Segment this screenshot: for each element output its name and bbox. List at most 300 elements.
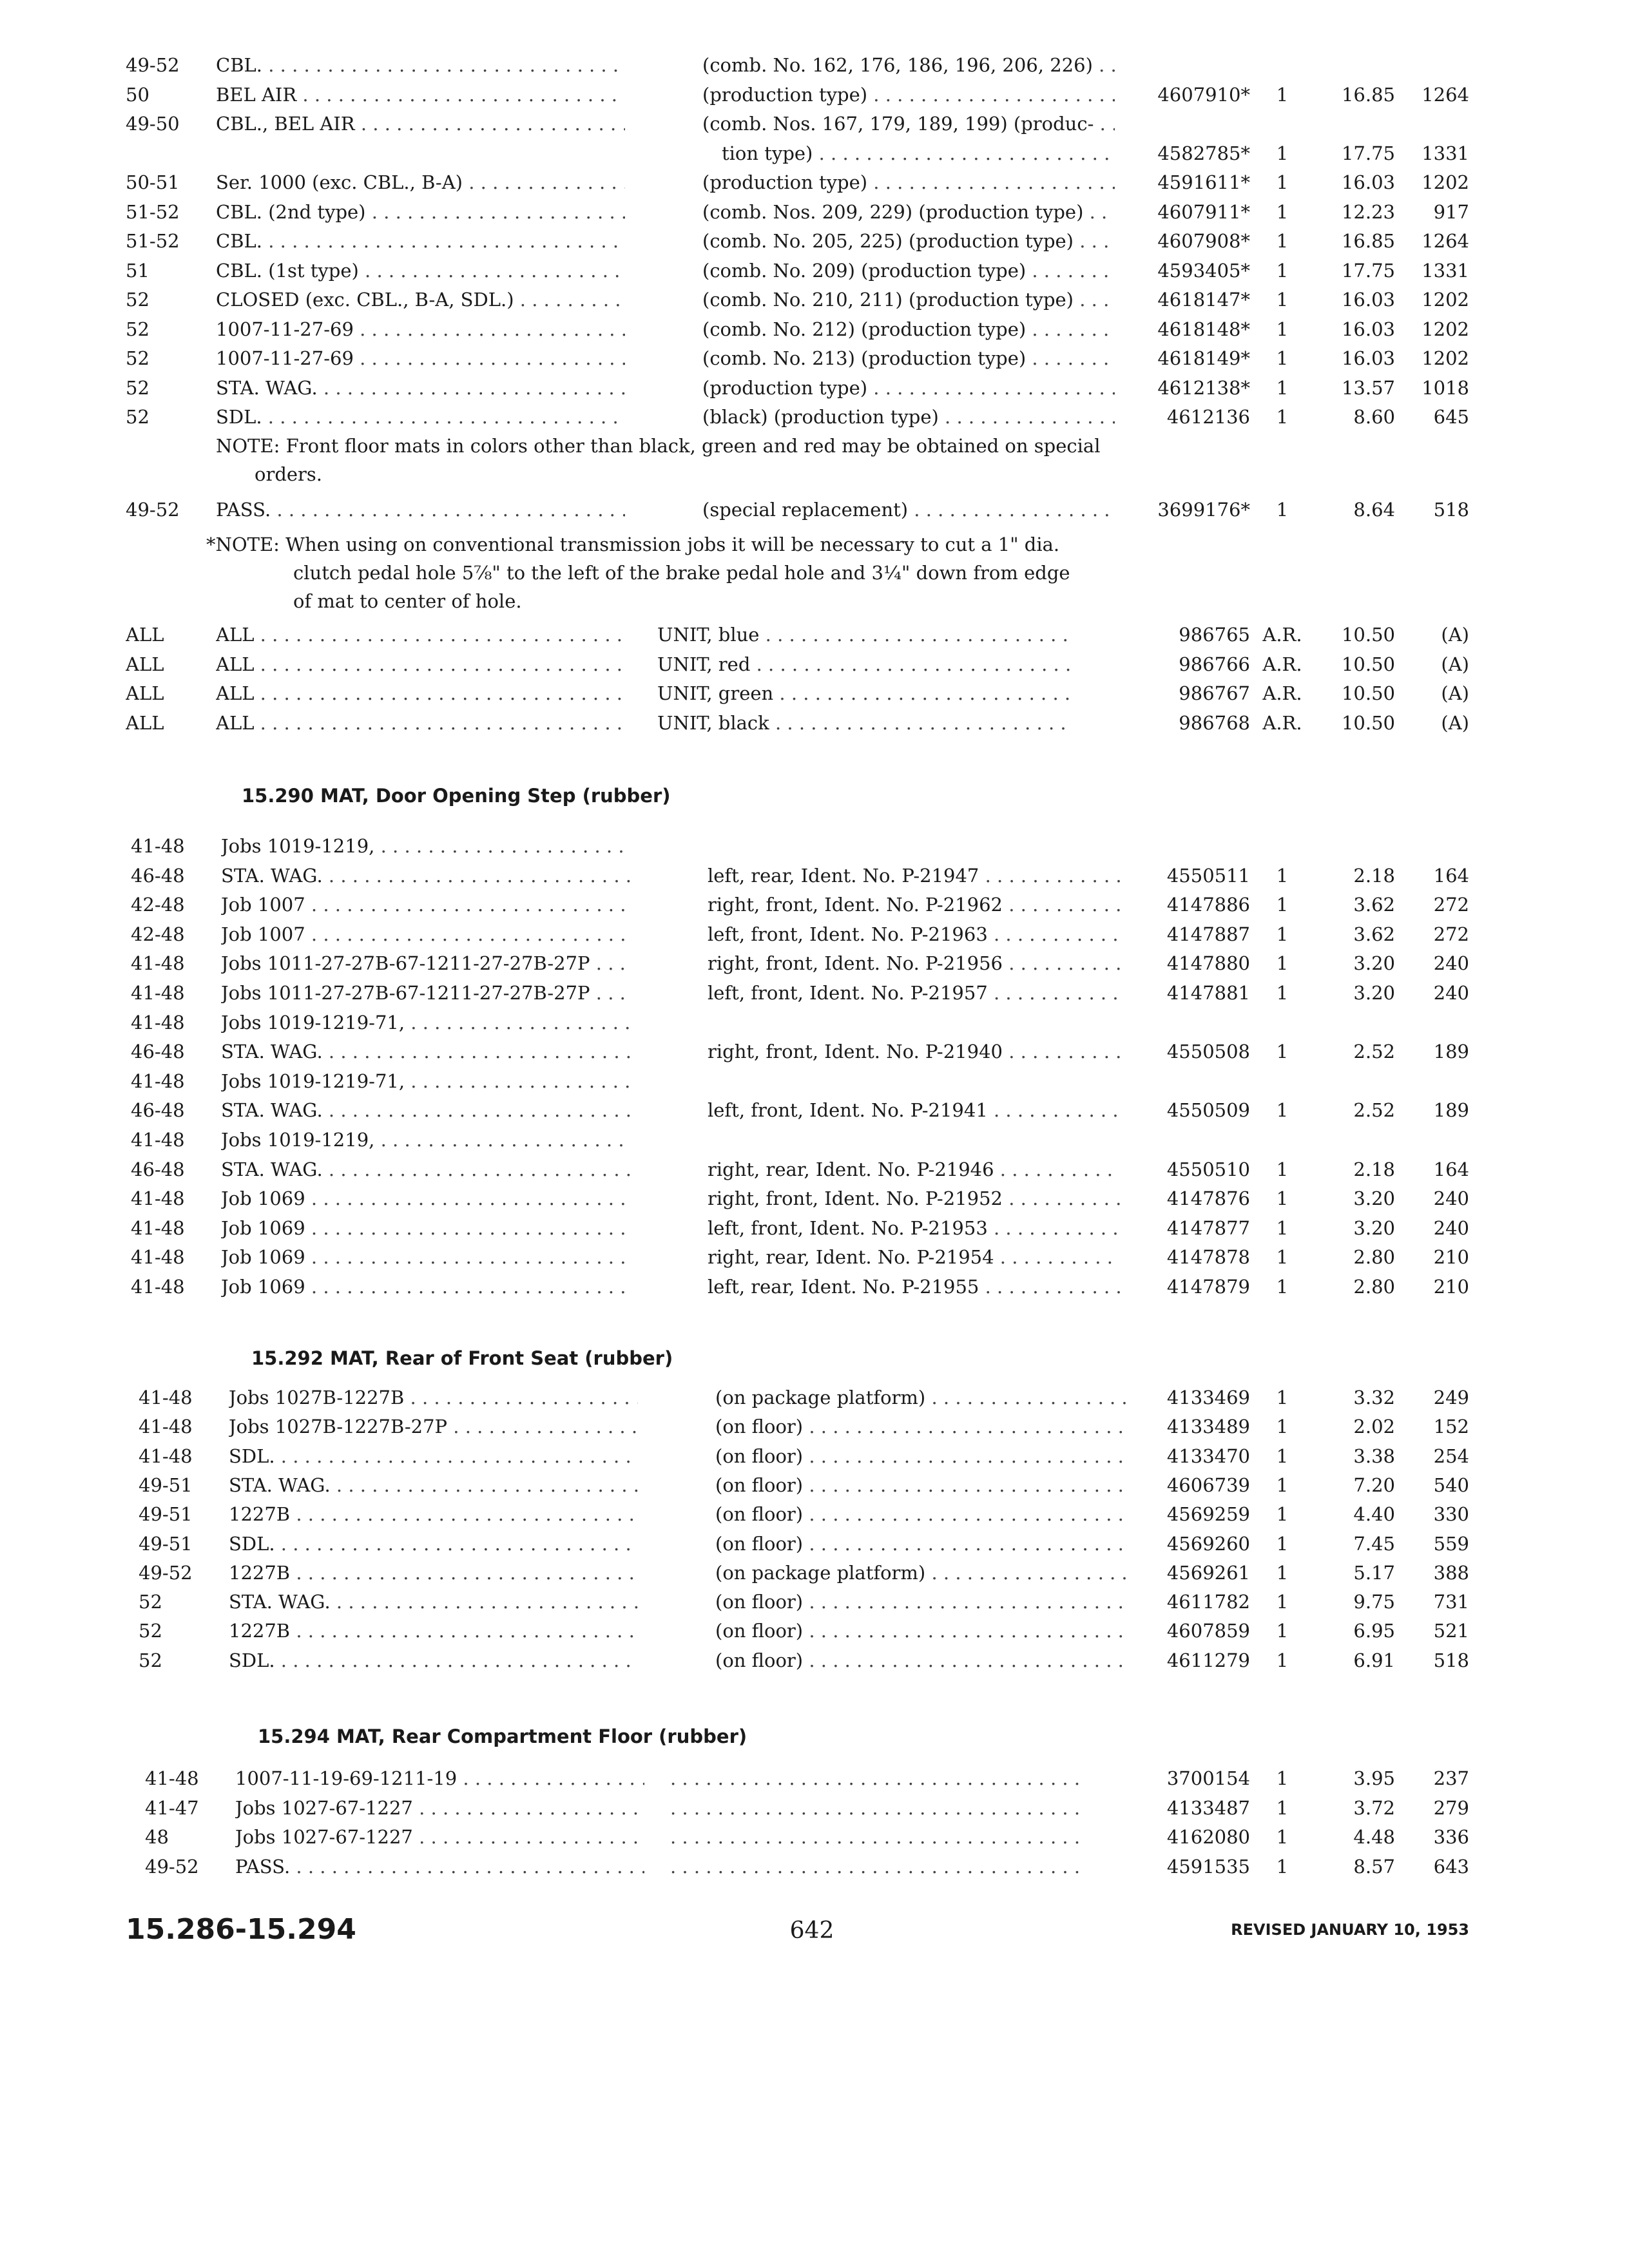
cell-part-number: 4607908* — [1157, 230, 1250, 252]
cell-group-number: 1331 — [1422, 259, 1469, 282]
cell-group-number: 164 — [1433, 1158, 1469, 1180]
cell-group-number: 279 — [1433, 1796, 1469, 1819]
cell-quantity: 1 — [1276, 1246, 1289, 1269]
cell-model: STA. WAG. . . . — [229, 1470, 638, 1500]
cell-quantity: 1 — [1276, 1826, 1289, 1848]
cell-group-number: 210 — [1433, 1276, 1469, 1298]
cell-model: PASS. . . . — [216, 495, 625, 524]
cell-part-number: 4618149* — [1157, 347, 1250, 369]
cell-price: 3.62 — [1353, 923, 1395, 945]
cell-price: 3.95 — [1353, 1767, 1395, 1789]
cell-model: 1007-11-27-69 . . . — [216, 343, 625, 373]
catalog-row — [0, 402, 1629, 432]
cell-quantity: 1 — [1276, 1503, 1289, 1526]
cell-part-number: 4550508 — [1166, 1041, 1250, 1063]
cell-year: 41-48 — [131, 1216, 185, 1239]
cell-price: 3.20 — [1353, 1187, 1395, 1210]
cell-model: 1007-11-27-69 . . . — [216, 314, 625, 344]
cell-part-number: 4593405* — [1157, 259, 1250, 282]
catalog-row — [0, 50, 1629, 80]
cell-part-number: 4569259 — [1166, 1503, 1250, 1526]
cell-group-number: 731 — [1433, 1591, 1469, 1613]
cell-part-number: 4611782 — [1166, 1591, 1250, 1613]
cell-group-number: 1264 — [1422, 83, 1469, 106]
cell-part-number: 4612136 — [1166, 406, 1250, 428]
cell-year: 50 — [126, 83, 149, 106]
cell-price: 4.48 — [1353, 1826, 1395, 1848]
cell-group-number: 189 — [1433, 1041, 1469, 1063]
cell-group-number: 540 — [1433, 1474, 1469, 1496]
cell-year: 46-48 — [131, 864, 185, 887]
catalog-row — [0, 978, 1629, 1008]
cell-part-number: 4591535 — [1166, 1855, 1250, 1878]
cell-quantity: 1 — [1276, 1445, 1289, 1467]
catalog-row — [0, 678, 1629, 708]
cell-model: CBL. . . . — [216, 50, 625, 80]
cell-quantity: 1 — [1276, 1561, 1289, 1584]
catalog-row — [0, 1763, 1629, 1793]
cell-part-number: 4569261 — [1166, 1561, 1250, 1584]
cell-group-number: 240 — [1433, 952, 1469, 975]
cell-year: 46-48 — [131, 1041, 185, 1063]
cell-quantity: 1 — [1276, 289, 1289, 311]
cell-group-number: 1331 — [1422, 142, 1469, 164]
cell-price: 2.18 — [1353, 864, 1395, 887]
cell-year: 41-48 — [131, 982, 185, 1004]
cell-description: (on floor) . . . — [715, 1529, 1128, 1559]
cell-year: 41-48 — [131, 1011, 185, 1033]
cell-model: Jobs 1027B-1227B-27P . . . — [229, 1412, 638, 1441]
cell-year: ALL — [126, 682, 164, 704]
cell-description: (comb. Nos. 167, 179, 189, 199) (produc- . . . — [702, 109, 1115, 139]
cell-model: 1227B . . . — [229, 1558, 638, 1588]
cell-quantity: 1 — [1276, 864, 1289, 887]
cell-part-number: 986766 — [1179, 653, 1250, 675]
cell-price: 10.50 — [1341, 624, 1395, 646]
cell-description: (on floor) . . . — [715, 1587, 1128, 1617]
cell-model: Job 1069 . . . — [221, 1272, 630, 1302]
cell-group-number: (A) — [1441, 711, 1469, 734]
cell-description: left, front, Ident. No. P-21953 . . . — [708, 1213, 1120, 1243]
cell-quantity: 1 — [1276, 83, 1289, 106]
cell-price: 17.75 — [1341, 259, 1395, 282]
catalog-row — [0, 343, 1629, 373]
cell-quantity: 1 — [1276, 952, 1289, 975]
cell-description: (on package platform) . . . — [715, 1383, 1128, 1412]
cell-description: (comb. No. 212) (production type) . . . — [702, 314, 1115, 344]
cell-price: 5.17 — [1353, 1561, 1395, 1584]
cell-description: tion type) . . . — [722, 139, 1115, 168]
cell-model: STA. WAG. . . . — [221, 1095, 630, 1125]
cell-price: 2.52 — [1353, 1041, 1395, 1063]
cell-quantity: A.R. — [1262, 711, 1302, 734]
cell-description: (comb. No. 213) (production type) . . . — [702, 343, 1115, 373]
cell-part-number: 4147886 — [1166, 894, 1250, 916]
cell-part-number: 4147881 — [1166, 982, 1250, 1004]
cell-part-number: 4611279 — [1166, 1649, 1250, 1671]
cell-year: 51-52 — [126, 230, 180, 252]
cell-model: CBL. . . . — [216, 226, 625, 256]
catalog-row — [0, 256, 1629, 285]
cell-year: 41-48 — [139, 1387, 193, 1408]
catalog-row — [0, 1822, 1629, 1852]
catalog-row — [0, 1242, 1629, 1272]
cell-year: 46-48 — [131, 1158, 185, 1180]
cell-part-number: 986767 — [1179, 682, 1250, 704]
page-number: 642 — [789, 1917, 834, 1944]
cell-description — [670, 1852, 1083, 1881]
cell-price: 2.80 — [1353, 1276, 1395, 1298]
catalog-row — [0, 168, 1629, 197]
cell-year: 41-48 — [131, 952, 185, 975]
catalog-row — [0, 495, 1629, 524]
cell-model: Job 1069 . . . — [221, 1213, 630, 1243]
catalog-row — [0, 314, 1629, 344]
cell-part-number: 3700154 — [1166, 1767, 1250, 1789]
cell-price: 8.64 — [1353, 499, 1395, 521]
cell-price: 2.80 — [1353, 1246, 1395, 1269]
catalog-row — [0, 620, 1629, 649]
catalog-row — [0, 1529, 1629, 1559]
cell-part-number: 4147877 — [1166, 1216, 1250, 1239]
cell-year: 49-51 — [139, 1474, 193, 1496]
cell-quantity: 1 — [1276, 1474, 1289, 1496]
cell-part-number: 4606739 — [1166, 1474, 1250, 1496]
catalog-row — [0, 948, 1629, 978]
cell-price: 10.50 — [1341, 682, 1395, 704]
cell-part-number: 4612138* — [1157, 376, 1250, 399]
cell-price: 16.03 — [1341, 318, 1395, 340]
cell-description: UNIT, blue . . . — [657, 620, 1070, 649]
cell-price: 17.75 — [1341, 142, 1395, 164]
cell-model: BEL AIR . . . — [216, 80, 625, 110]
cell-price: 16.03 — [1341, 289, 1395, 311]
cell-model: ALL . . . — [216, 708, 625, 738]
cell-description: right, front, Ident. No. P-21956 . . . — [708, 948, 1120, 978]
cell-year: 41-48 — [145, 1767, 199, 1789]
section-heading-15-294: 15.294 MAT, Rear Compartment Floor (rubber) — [258, 1725, 747, 1747]
cell-part-number: 4147876 — [1166, 1187, 1250, 1210]
cell-quantity: 1 — [1276, 1649, 1289, 1671]
cell-description: (production type) . . . — [702, 80, 1115, 110]
cell-group-number: 559 — [1433, 1532, 1469, 1555]
cell-group-number: (A) — [1441, 653, 1469, 675]
cell-model: 1227B . . . — [229, 1616, 638, 1646]
cell-group-number: 254 — [1433, 1445, 1469, 1467]
cell-year: 42-48 — [131, 894, 185, 916]
cell-year: 41-47 — [145, 1796, 199, 1819]
cell-quantity: 1 — [1276, 1216, 1289, 1239]
cell-model: STA. WAG. . . . — [221, 1037, 630, 1066]
cell-model: Jobs 1019-1219-71, . . . — [221, 1066, 630, 1096]
cell-year: 49-51 — [139, 1503, 193, 1526]
cell-quantity: 1 — [1276, 230, 1289, 252]
cell-quantity: 1 — [1276, 894, 1289, 916]
cell-description: left, rear, Ident. No. P-21947 . . . — [708, 861, 1120, 890]
cell-quantity: 1 — [1276, 1416, 1289, 1438]
cell-price: 3.32 — [1353, 1387, 1395, 1408]
cell-price: 3.38 — [1353, 1445, 1395, 1467]
cell-price: 16.85 — [1341, 83, 1395, 106]
catalog-row — [0, 1616, 1629, 1646]
cell-year: 51 — [126, 259, 149, 282]
cell-description: right, front, Ident. No. P-21940 . . . — [708, 1037, 1120, 1066]
cell-year: 50-51 — [126, 171, 180, 193]
cell-description: left, front, Ident. No. P-21963 . . . — [708, 919, 1120, 949]
cell-model: Job 1069 . . . — [221, 1184, 630, 1213]
cell-year: 52 — [126, 376, 149, 399]
cell-model: ALL . . . — [216, 649, 625, 679]
catalog-row — [0, 226, 1629, 256]
cell-quantity: 1 — [1276, 259, 1289, 282]
cell-year: 52 — [139, 1649, 162, 1671]
cell-model: STA. WAG. . . . — [229, 1587, 638, 1617]
cell-year: ALL — [126, 653, 164, 675]
cell-year: 46-48 — [131, 1099, 185, 1122]
catalog-row — [0, 1095, 1629, 1125]
cell-price: 6.95 — [1353, 1620, 1395, 1642]
cell-part-number: 4582785* — [1157, 142, 1250, 164]
cell-group-number: 1202 — [1422, 347, 1469, 369]
catalog-row — [0, 1184, 1629, 1213]
cell-group-number: 1202 — [1422, 171, 1469, 193]
cell-model: STA. WAG. . . . — [221, 1155, 630, 1184]
cell-group-number: 518 — [1433, 1649, 1469, 1671]
cell-group-number: (A) — [1441, 624, 1469, 646]
cell-model: Job 1069 . . . — [221, 1242, 630, 1272]
cell-group-number: 643 — [1433, 1855, 1469, 1878]
cell-quantity: 1 — [1276, 171, 1289, 193]
cell-description — [670, 1793, 1083, 1823]
cell-price: 3.20 — [1353, 1216, 1395, 1239]
cell-price: 7.45 — [1353, 1532, 1395, 1555]
cell-price: 4.40 — [1353, 1503, 1395, 1526]
cell-part-number: 4147887 — [1166, 923, 1250, 945]
cell-group-number: 210 — [1433, 1246, 1469, 1269]
cell-description: right, front, Ident. No. P-21952 . . . — [708, 1184, 1120, 1213]
cell-part-number: 4133489 — [1166, 1416, 1250, 1438]
cell-model: SDL. . . . — [229, 1646, 638, 1675]
cell-price: 13.57 — [1341, 376, 1395, 399]
cell-model: SDL. . . . — [229, 1441, 638, 1471]
cell-group-number: 1264 — [1422, 230, 1469, 252]
cell-description: (black) (production type) . . . — [702, 402, 1115, 432]
catalog-row — [0, 1272, 1629, 1302]
catalog-row — [0, 1037, 1629, 1066]
cell-year: 41-48 — [131, 1070, 185, 1092]
cell-year: 49-52 — [126, 54, 180, 76]
cell-year: 41-48 — [131, 1246, 185, 1269]
cell-description — [670, 1822, 1083, 1852]
cell-price: 2.02 — [1353, 1416, 1395, 1438]
cell-description: right, front, Ident. No. P-21962 . . . — [708, 890, 1120, 919]
cell-price: 3.20 — [1353, 952, 1395, 975]
cell-year: 52 — [126, 347, 149, 369]
cell-description: (comb. No. 205, 225) (production type) . . . — [702, 226, 1115, 256]
cell-year: ALL — [126, 624, 164, 646]
cell-price: 3.72 — [1353, 1796, 1395, 1819]
cell-description: UNIT, red . . . — [657, 649, 1070, 679]
catalog-row — [0, 1155, 1629, 1184]
cell-model: STA. WAG. . . . — [221, 861, 630, 890]
cell-group-number: 189 — [1433, 1099, 1469, 1122]
cell-description: right, rear, Ident. No. P-21954 . . . — [708, 1242, 1120, 1272]
catalog-row — [0, 1793, 1629, 1823]
cell-part-number: 4133487 — [1166, 1796, 1250, 1819]
cell-description: UNIT, green . . . — [657, 678, 1070, 708]
cell-model: CLOSED (exc. CBL., B-A, SDL.) . . . — [216, 285, 625, 314]
cell-price: 3.62 — [1353, 894, 1395, 916]
cell-description: (comb. No. 209) (production type) . . . — [702, 256, 1115, 285]
cell-year: 49-52 — [145, 1855, 199, 1878]
cell-part-number: 4550510 — [1166, 1158, 1250, 1180]
cell-group-number: 237 — [1433, 1767, 1469, 1789]
cell-model: Job 1007 . . . — [221, 890, 630, 919]
note-line: orders. — [255, 463, 323, 485]
cell-description: (on floor) . . . — [715, 1470, 1128, 1500]
cell-model: Jobs 1019-1219-71, . . . — [221, 1008, 630, 1037]
cell-year: 48 — [145, 1826, 169, 1848]
cell-model: Ser. 1000 (exc. CBL., B-A) . . . — [216, 168, 625, 197]
cell-part-number: 4550509 — [1166, 1099, 1250, 1122]
cell-part-number: 4162080 — [1166, 1826, 1250, 1848]
catalog-row — [0, 1852, 1629, 1881]
cell-quantity: 1 — [1276, 1099, 1289, 1122]
cell-group-number: 249 — [1433, 1387, 1469, 1408]
cell-price: 16.03 — [1341, 347, 1395, 369]
cell-year: 49-52 — [126, 499, 180, 521]
catalog-row — [0, 285, 1629, 314]
catalog-row — [0, 1008, 1629, 1037]
catalog-row — [0, 1383, 1629, 1412]
cell-group-number: 164 — [1433, 864, 1469, 887]
catalog-row — [0, 1066, 1629, 1096]
cell-description — [670, 1763, 1083, 1793]
cell-description: (comb. Nos. 209, 229) (production type) . . . — [702, 197, 1115, 227]
cell-group-number: 388 — [1433, 1561, 1469, 1584]
catalog-row — [0, 831, 1629, 861]
cell-model: Jobs 1011-27-27B-67-1211-27-27B-27P . . . — [221, 948, 630, 978]
cell-part-number: 4618148* — [1157, 318, 1250, 340]
cell-description: (comb. No. 162, 176, 186, 196, 206, 226) . . . — [702, 50, 1115, 80]
cell-model: SDL. . . . — [216, 402, 625, 432]
cell-group-number: 152 — [1433, 1416, 1469, 1438]
cell-year: 52 — [126, 406, 149, 428]
cell-model: ALL . . . — [216, 620, 625, 649]
cell-year: 41-48 — [131, 1129, 185, 1151]
catalog-row — [0, 1587, 1629, 1617]
catalog-row — [0, 80, 1629, 110]
cell-model: CBL. (1st type) . . . — [216, 256, 625, 285]
cell-quantity: 1 — [1276, 406, 1289, 428]
cell-part-number: 3699176* — [1157, 499, 1250, 521]
catalog-row — [0, 1499, 1629, 1529]
cell-description: (comb. No. 210, 211) (production type) . . . — [702, 285, 1115, 314]
cell-year: 52 — [139, 1591, 162, 1613]
cell-year: 49-52 — [139, 1561, 193, 1584]
cell-group-number: 240 — [1433, 1187, 1469, 1210]
catalog-row — [0, 919, 1629, 949]
cell-part-number: 4133470 — [1166, 1445, 1250, 1467]
cell-part-number: 4147880 — [1166, 952, 1250, 975]
cell-price: 8.60 — [1353, 406, 1395, 428]
cell-description: left, front, Ident. No. P-21941 . . . — [708, 1095, 1120, 1125]
catalog-row — [0, 1213, 1629, 1243]
cell-quantity: 1 — [1276, 1796, 1289, 1819]
cell-part-number: 4550511 — [1166, 864, 1250, 887]
cell-description: UNIT, black . . . — [657, 708, 1070, 738]
cell-quantity: 1 — [1276, 1532, 1289, 1555]
cell-group-number: 917 — [1433, 200, 1469, 223]
cell-year: 52 — [139, 1620, 162, 1642]
cell-group-number: 645 — [1433, 406, 1469, 428]
cell-group-number: 521 — [1433, 1620, 1469, 1642]
cell-description: (on floor) . . . — [715, 1412, 1128, 1441]
cell-part-number: 4147879 — [1166, 1276, 1250, 1298]
cell-year: 41-48 — [131, 835, 185, 857]
cell-group-number: 272 — [1433, 923, 1469, 945]
cell-description: (production type) . . . — [702, 168, 1115, 197]
cell-year: 52 — [126, 318, 149, 340]
cell-model: PASS. . . . — [235, 1852, 644, 1881]
cell-price: 2.18 — [1353, 1158, 1395, 1180]
cell-price: 16.85 — [1341, 230, 1395, 252]
cell-part-number: 4591611* — [1157, 171, 1250, 193]
cell-price: 9.75 — [1353, 1591, 1395, 1613]
catalog-row — [0, 109, 1629, 139]
catalog-row — [0, 890, 1629, 919]
cell-part-number: 4133469 — [1166, 1387, 1250, 1408]
cell-description: left, rear, Ident. No. P-21955 . . . — [708, 1272, 1120, 1302]
catalog-row — [0, 197, 1629, 227]
cell-model: CBL. (2nd type) . . . — [216, 197, 625, 227]
cell-year: 41-48 — [131, 1276, 185, 1298]
cell-quantity: 1 — [1276, 982, 1289, 1004]
cell-price: 10.50 — [1341, 653, 1395, 675]
cell-year: 41-48 — [131, 1187, 185, 1210]
note-front-floor-mats — [216, 432, 1100, 488]
cell-quantity: 1 — [1276, 499, 1289, 521]
cell-quantity: 1 — [1276, 1187, 1289, 1210]
cell-quantity: 1 — [1276, 1855, 1289, 1878]
note-line: of mat to center of hole. — [293, 590, 522, 612]
catalog-row — [0, 1558, 1629, 1588]
cell-quantity: 1 — [1276, 318, 1289, 340]
catalog-row — [0, 373, 1629, 403]
cell-quantity: 1 — [1276, 1591, 1289, 1613]
cell-price: 16.03 — [1341, 171, 1395, 193]
cell-model: Job 1007 . . . — [221, 919, 630, 949]
cell-description: (on floor) . . . — [715, 1441, 1128, 1471]
cell-year: 42-48 — [131, 923, 185, 945]
cell-quantity: 1 — [1276, 142, 1289, 164]
cell-part-number: 4618147* — [1157, 289, 1250, 311]
cell-quantity: 1 — [1276, 200, 1289, 223]
section-heading-15-292: 15.292 MAT, Rear of Front Seat (rubber) — [251, 1347, 673, 1369]
cell-year: 49-50 — [126, 113, 180, 135]
cell-model: SDL. . . . — [229, 1529, 638, 1559]
cell-part-number: 4607911* — [1157, 200, 1250, 223]
catalog-row — [0, 1646, 1629, 1675]
cell-model: Jobs 1019-1219, . . . — [221, 1125, 630, 1155]
catalog-row — [0, 1125, 1629, 1155]
cell-price: 12.23 — [1341, 200, 1395, 223]
cell-description: (special replacement) . . . — [702, 495, 1115, 524]
cell-year: 52 — [126, 289, 149, 311]
cell-year: 51-52 — [126, 200, 180, 223]
cell-group-number: (A) — [1441, 682, 1469, 704]
cell-description: (production type) . . . — [702, 373, 1115, 403]
